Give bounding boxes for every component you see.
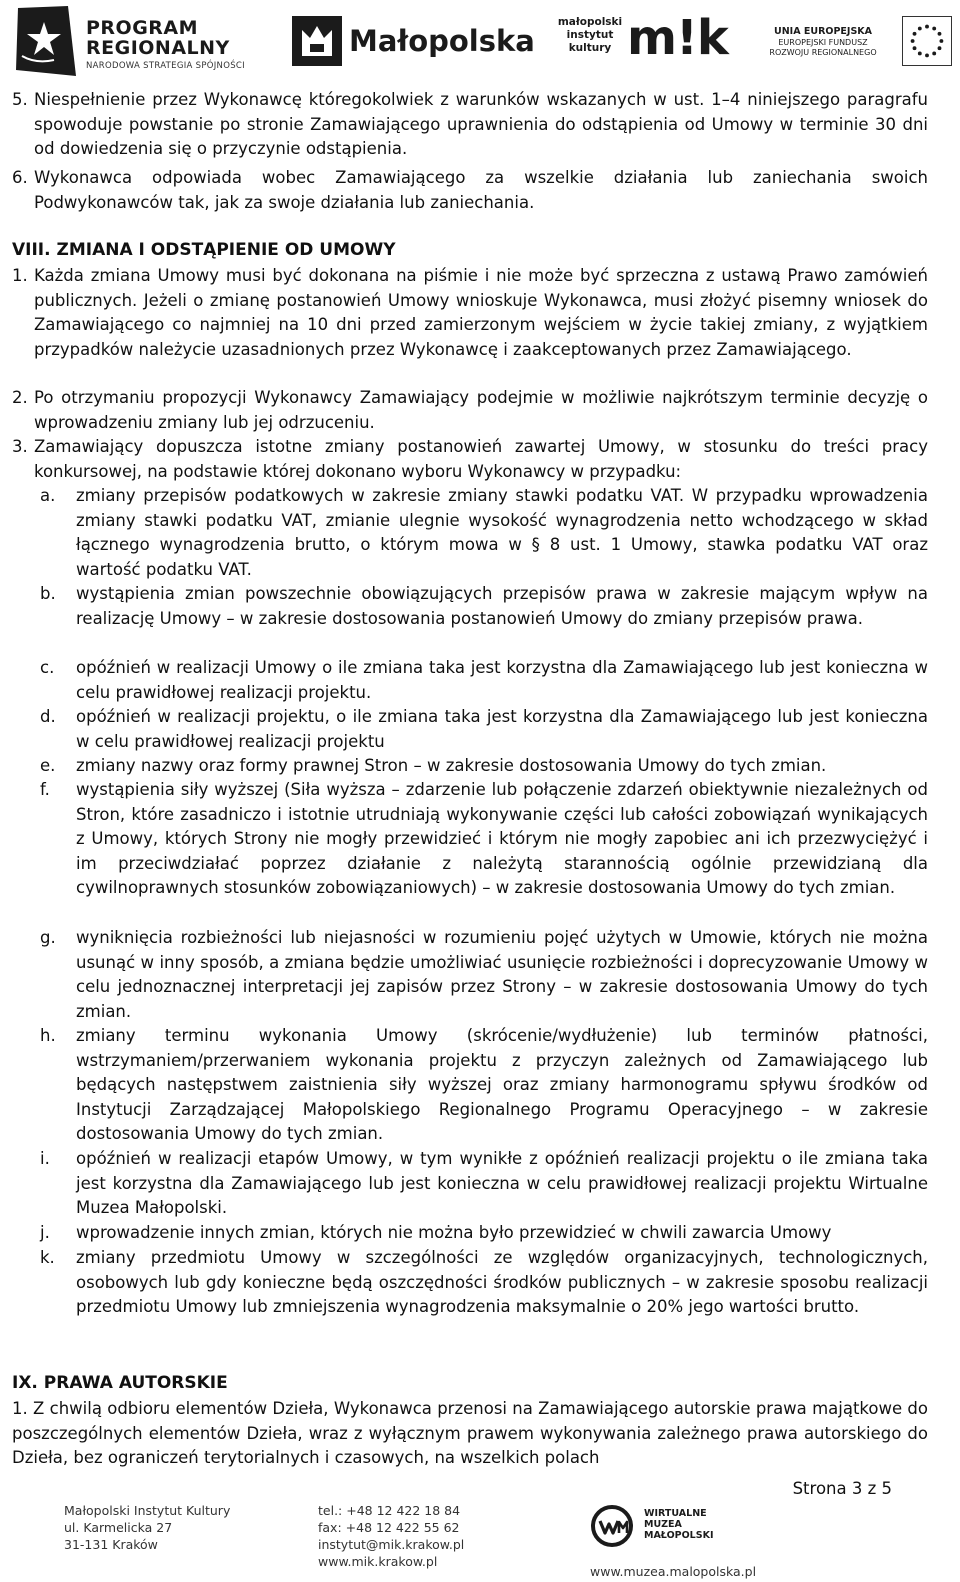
list-item-text: opóźnień w realizacji etapów Umowy, w tym wynikłe z opóźnień realizacji projektu o ile zmiana taka jest korzystna dla Zamawiającego lub jest konieczna w celu prawidłowej realizacji projektu Wirtualne Muzea Małopolski. (76, 1149, 928, 1217)
list-item-text: opóźnień w realizacji Umowy o ile zmiana taka jest korzystna dla Zamawiającego lub jest konieczna w celu prawidłowej realizacji projektu. (76, 658, 928, 702)
eu-flag-icon (902, 16, 952, 66)
eu-logo-line3: ROZWOJU REGIONALNEGO (769, 48, 877, 57)
list-item-text: zmiany przepisów podatkowych w zakresie zmiany stawki podatku VAT. W przypadku wprowadzenia zmiany stawki podatku VAT, zmianie ulegnie wysokość wynagrodzenia netto wchodzącego w skład łącznego wynagrodzenia brutto, o którym mowa w § 8 ust. 1 Umowy, stawka podatku VAT oraz wartość podatku VAT. (76, 486, 928, 579)
list-item-letter: a. (40, 486, 56, 505)
program-logo-line1: PROGRAM (86, 17, 199, 39)
mik-logo (555, 10, 728, 72)
paragraph-5 (12, 88, 928, 162)
eu-logo (748, 16, 952, 66)
eu-logo-line2: EUROPEJSKI FUNDUSZ (778, 38, 868, 47)
list-item-g (40, 926, 928, 1024)
footer-fax: fax: +48 12 422 55 62 (318, 1520, 460, 1535)
list-item-d (40, 705, 928, 754)
mik-logo-mark: m!k (627, 10, 728, 66)
list-item-letter: d. (40, 707, 56, 726)
section-8-paragraph-2 (12, 386, 928, 435)
footer-email: instytut@mik.krakow.pl (318, 1537, 465, 1552)
mik-logo-line2: instytut (566, 29, 614, 41)
list-item-text: wystąpienia siły wyższej (Siła wyższa – zdarzenie lub połączenie zdarzeń obiektywnie niezależnych od Stron, które zasadniczo i istotnie utrudniają wykonywanie części lub całości zobowiązań wynikających z Umowy, których Strony nie mogły przewidzieć i którym nie mogły zapobiec ani ich przezwyciężyć i im przeciwdziałać poprzez działanie z należytą starannością ogólnie przewidzianą dla cywilnoprawnych stosunków zobowiązaniowych) – w zakresie dostosowania Umowy do tych zmian. (76, 780, 928, 897)
footer-org-city: 31-131 Kraków (64, 1537, 158, 1552)
list-item-letter: g. (40, 928, 56, 947)
paragraph-number: 3. (12, 437, 28, 456)
paragraph-number: 6. (12, 168, 28, 187)
wirtualne-muzea-emblem-icon (590, 1504, 634, 1548)
malopolska-emblem-icon (292, 16, 342, 66)
list-item-f (40, 778, 928, 901)
paragraph-number: 5. (12, 90, 28, 109)
footer-contact (318, 1502, 464, 1570)
paragraph-text: Po otrzymaniu propozycji Wykonawcy Zamawiający podejmie w możliwie najkrótszym terminie decyzję o wprowadzeniu zmiany lub jej odrzuceniu. (34, 388, 928, 432)
section-9-paragraph-1: 1. Z chwilą odbioru elementów Dzieła, Wykonawca przenosi na Zamawiającego autorskie prawa majątkowe do poszczególnych elementów Dzieła, wraz z wyłącznym prawem wykonywania zależnego prawa autorskiego do Dzieła, bez ograniczeń terytorialnych i czasowych, na wszelkich polach (12, 1399, 928, 1467)
footer-organization (64, 1502, 230, 1553)
list-item-j (40, 1221, 928, 1246)
program-logo-line2: REGIONALNY (86, 37, 230, 59)
wm-logo-line2: MUZEA (644, 1519, 682, 1530)
program-regionalny-emblem-icon (14, 6, 78, 78)
footer-website: www.mik.krakow.pl (318, 1554, 438, 1569)
malopolska-logo-text: Małopolska (349, 24, 535, 58)
paragraph-number: 2. (12, 388, 28, 407)
mik-logo-line1: małopolski (557, 16, 623, 28)
paragraph-text: Każda zmiana Umowy musi być dokonana na piśmie i nie może być sprzeczna z ustawą Prawo zamówień publicznych. Jeżeli o zmianę postanowień Umowy wnioskuje Wykonawca, musi złożyć pisemny wniosek do Zamawiającego co najmniej na 10 dni przed zamierzonym wejściem w życie takiej zmiany, z wyjątkiem przypadków należycie uzasadnionych przez Wykonawcę i zaakceptowanych przez Zamawiającego. (34, 266, 928, 359)
list-item-letter: i. (40, 1149, 50, 1168)
list-item-letter: f. (40, 780, 50, 799)
list-item-text: wystąpienia zmian powszechnie obowiązujących przepisów prawa w zakresie mającym wpływ na realizację Umowy – w zakresie dostosowania postanowień Umowy do zmiany przepisów prawa. (76, 584, 928, 628)
list-item-letter: h. (40, 1026, 56, 1045)
page-header (0, 0, 960, 82)
footer-muzea-website: www.muzea.malopolska.pl (590, 1564, 757, 1579)
list-item-text: zmiany nazwy oraz formy prawnej Stron – w zakresie dostosowania Umowy do tych zmian. (76, 756, 827, 775)
paragraph-text: Wykonawca odpowiada wobec Zamawiającego za wszelkie działania lub zaniechania swoich Podwykonawców tak, jak za swoje działania lub zaniechania. (34, 168, 928, 212)
list-item-text: opóźnień w realizacji projektu, o ile zmiana taka jest korzystna dla Zamawiającego lub jest konieczna w celu prawidłowej realizacji projektu (76, 707, 928, 751)
malopolska-logo (292, 16, 535, 66)
wm-logo-line3: MAŁOPOLSKI (644, 1530, 714, 1541)
paragraph-text: Niespełnienie przez Wykonawcę któregokolwiek z warunków wskazanych w ust. 1–4 niniejszego paragrafu spowoduje powstanie po stronie Zamawiającego uprawnienia do odstąpienia od Umowy w terminie 30 dni od dowiedzenia się o przyczynie odstąpienia. (34, 90, 928, 158)
program-logo-line3: NARODOWA STRATEGIA SPÓJNOŚCI (86, 61, 245, 71)
list-item-letter: k. (40, 1248, 55, 1267)
section-8-paragraph-1 (12, 264, 928, 362)
footer-org-name: Małopolski Instytut Kultury (64, 1503, 231, 1518)
list-item-letter: c. (40, 658, 55, 677)
footer-org-street: ul. Karmelicka 27 (64, 1520, 173, 1535)
list-item-b (40, 582, 928, 631)
list-item-text: wprowadzenie innych zmian, których nie można było przewidzieć w chwili zawarcia Umowy (76, 1223, 832, 1242)
paragraph-text: Zamawiający dopuszcza istotne zmiany postanowień zawartej Umowy, w stosunku do treści pracy konkursowej, na podstawie której dokonano wyboru Wykonawcy w przypadku: (34, 437, 928, 481)
paragraph-6 (12, 166, 928, 215)
list-item-a (40, 484, 928, 582)
footer-phone: tel.: +48 12 422 18 84 (318, 1503, 461, 1518)
eu-logo-line1: UNIA EUROPEJSKA (774, 26, 872, 37)
wirtualne-muzea-logo (590, 1504, 760, 1558)
mik-logo-line3: kultury (568, 42, 612, 54)
program-regionalny-logo (14, 6, 264, 78)
list-item-h (40, 1024, 928, 1147)
section-9-heading: IX. PRAWA AUTORSKIE (12, 1373, 228, 1393)
list-item-letter: b. (40, 584, 56, 603)
list-item-text: zmiany terminu wykonania Umowy (skrócenie/wydłużenie) lub terminów płatności, wstrzymaniem/przerwaniem wykonania projektu z przyczyn zależnych od Zamawiającego lub będących następstwem zaistnienia siły wyższej oraz zmiany harmonogramu spływu środków od Instytucji Zarządzającej Małopolskiego Regionalnego Programu Operacyjnego – w zakresie dostosowania Umowy do tych zmian. (76, 1026, 928, 1143)
list-item-c (40, 656, 928, 705)
page-footer (0, 1500, 960, 1582)
wm-logo-line1: WIRTUALNE (644, 1508, 707, 1519)
page-number: Strona 3 z 5 (792, 1479, 892, 1498)
paragraph-number: 1. (12, 266, 28, 285)
section-8-heading: VIII. ZMIANA I ODSTĄPIENIE OD UMOWY (12, 240, 396, 260)
list-item-text: wyniknięcia rozbieżności lub niejasności w rozumieniu pojęć użytych w Umowie, których nie można usunąć w inny sposób, a zmiana będzie umożliwiać usunięcie rozbieżności i doprecyzowanie Umowy w celu jednoznacznej interpretacji jej zapisów przez Strony – w zakresie dostosowania Umowy do tych zmian. (76, 928, 928, 1021)
list-item-k (40, 1246, 928, 1320)
list-item-text: zmiany przedmiotu Umowy w szczególności ze względów organizacyjnych, technologicznych, osobowych lub gdy konieczne będą oszczędności środków publicznych – w zakresie sposobu realizacji przedmiotu Umowy lub zmniejszenia wynagrodzenia maksymalnie o 20% jego wartości brutto. (76, 1248, 928, 1316)
section-8-paragraph-3 (12, 435, 928, 484)
list-item-e (40, 754, 928, 779)
list-item-letter: e. (40, 756, 56, 775)
list-item-letter: j. (40, 1223, 50, 1242)
list-item-i (40, 1147, 928, 1221)
